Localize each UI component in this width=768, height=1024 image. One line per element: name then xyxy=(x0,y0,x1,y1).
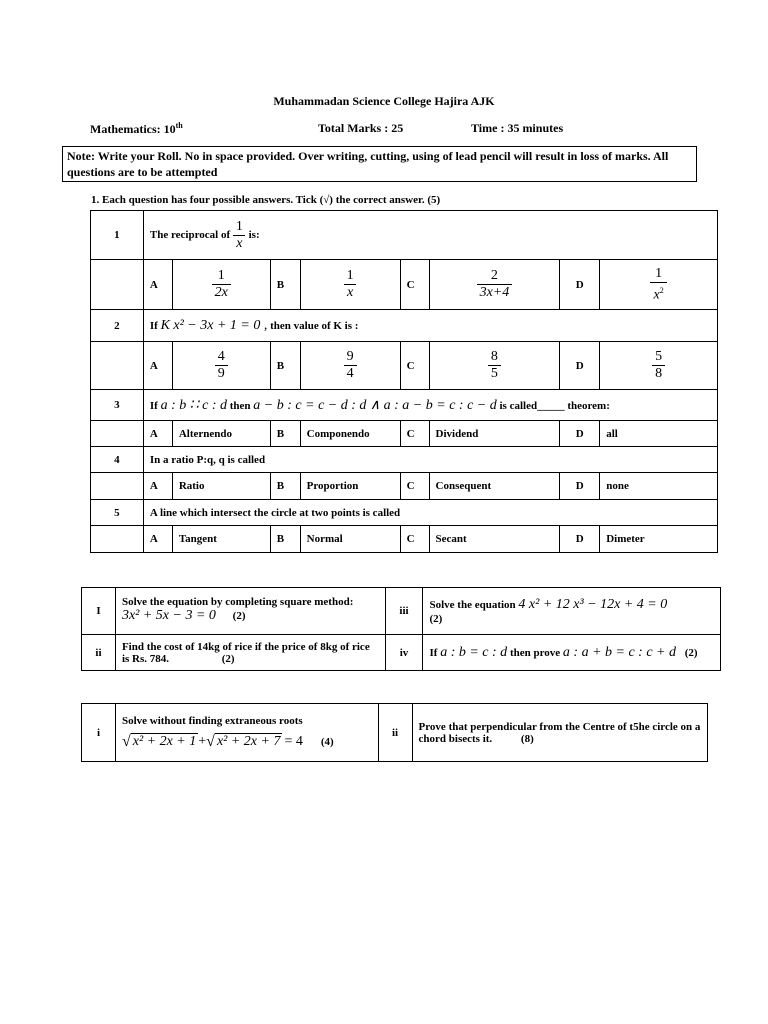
option-letter: A xyxy=(143,421,172,447)
question-number: 5 xyxy=(91,500,144,526)
long-question-i xyxy=(115,704,378,762)
question-marks: (2) xyxy=(429,613,443,625)
fraction-denominator: x xyxy=(653,287,660,303)
radical-2: √ x² + 2x + 7 xyxy=(206,732,281,750)
question-equation: 4 x² + 12 x³ − 12x + 4 = 0 xyxy=(518,597,668,612)
option-b[interactable] xyxy=(300,342,400,390)
mcq-options-row xyxy=(91,260,718,310)
question-prefix: If xyxy=(149,319,158,332)
fraction-numerator: 9 xyxy=(346,349,354,364)
question-mid: then xyxy=(229,399,251,412)
question-equation: a : a + b = c : c + d xyxy=(562,644,676,660)
short-question-iv xyxy=(423,635,721,671)
mcq-options-row xyxy=(91,421,718,447)
option-letter: B xyxy=(270,473,300,500)
fraction-numerator: 8 xyxy=(490,349,498,364)
option-b[interactable] xyxy=(300,260,400,310)
mcq-question-row xyxy=(91,390,718,421)
option-d[interactable] xyxy=(600,260,718,310)
option-d[interactable]: none xyxy=(600,473,718,500)
question-text: In a ratio P:q, q is called xyxy=(143,447,717,473)
option-letter: A xyxy=(143,526,172,553)
fraction-numerator: 1 xyxy=(346,268,354,283)
question-number: iii xyxy=(385,588,423,635)
fraction-numerator: 1 xyxy=(235,218,243,234)
plus-sign: + xyxy=(198,733,207,749)
question-marks: (8) xyxy=(520,732,534,745)
question-number: I xyxy=(82,588,116,635)
question-prefix: If xyxy=(429,646,438,659)
mcq-question-row xyxy=(91,310,718,342)
mcq-options-row xyxy=(91,342,718,390)
fraction-denominator: 2x xyxy=(214,285,228,300)
option-letter: D xyxy=(560,342,600,390)
question-number: i xyxy=(82,704,116,762)
short-question-ii xyxy=(115,635,385,671)
option-d[interactable]: all xyxy=(600,421,718,447)
option-letter: C xyxy=(400,260,429,310)
question-text: Prove that perpendicular from the Centre of t5he circle on a chord bisects it. xyxy=(418,720,701,745)
option-b[interactable]: Componendo xyxy=(300,421,400,447)
question-text: A line which intersect the circle at two points is called xyxy=(143,500,717,526)
question-number: ii xyxy=(378,704,412,762)
fraction-numerator: 4 xyxy=(217,349,225,364)
question-number: iv xyxy=(385,635,423,671)
question-marks: (2) xyxy=(684,646,698,659)
option-c[interactable]: Dividend xyxy=(429,421,560,447)
option-d[interactable]: Dimeter xyxy=(600,526,718,553)
question-marks: (2) xyxy=(232,610,246,622)
option-a[interactable]: Alternendo xyxy=(172,421,270,447)
blank-cell xyxy=(91,421,144,447)
radicand: x² + 2x + 7 xyxy=(216,733,281,749)
question-number: 1 xyxy=(91,211,144,260)
mcq-question-row xyxy=(91,211,718,260)
question-equation: K x² − 3x + 1 = 0 , xyxy=(160,317,268,333)
subject-label xyxy=(90,121,183,137)
question-suffix: is: xyxy=(248,228,260,241)
option-a[interactable] xyxy=(172,260,270,310)
short-question-row xyxy=(82,588,721,635)
mcq-question-row xyxy=(91,500,718,526)
equals-value: = 4 xyxy=(284,733,303,749)
question-suffix: then value of K is : xyxy=(270,319,359,332)
mcq-question-row xyxy=(91,447,718,473)
question-text xyxy=(143,390,717,421)
blank-cell xyxy=(91,260,144,310)
fraction-numerator: 2 xyxy=(490,268,498,283)
blank-cell xyxy=(91,473,144,500)
fraction-denominator: 5 xyxy=(488,365,501,382)
blank-cell xyxy=(91,526,144,553)
fraction-denominator: x xyxy=(236,235,243,251)
radical-1: √ x² + 2x + 1 xyxy=(121,732,197,750)
option-letter: C xyxy=(400,421,429,447)
fraction-denominator: 4 xyxy=(344,365,357,382)
long-questions-table xyxy=(81,703,708,762)
short-question-i xyxy=(115,588,385,635)
option-letter: B xyxy=(270,342,300,390)
option-a[interactable]: Tangent xyxy=(172,526,270,553)
short-question-row xyxy=(82,635,721,671)
question-text xyxy=(143,310,717,342)
fraction-exponent: 2 xyxy=(659,285,664,295)
question-number: 2 xyxy=(91,310,144,342)
option-c[interactable]: Consequent xyxy=(429,473,560,500)
question-text: Find the cost of 14kg of rice if the price of 8kg of rice is Rs. 784. xyxy=(121,640,370,665)
fraction-numerator: 1 xyxy=(217,268,225,283)
option-c[interactable]: Secant xyxy=(429,526,560,553)
option-letter: D xyxy=(560,421,600,447)
subject-text: Mathematics: 10 xyxy=(90,122,176,136)
option-b[interactable]: Proportion xyxy=(300,473,400,500)
question-number: ii xyxy=(82,635,116,671)
question-equation: a : b = c : d xyxy=(440,644,508,660)
option-letter: A xyxy=(143,342,172,390)
radicand: x² + 2x + 1 xyxy=(132,733,197,749)
question-prefix: If xyxy=(149,399,158,412)
option-letter: B xyxy=(270,526,300,553)
option-letter: D xyxy=(560,473,600,500)
long-question-ii xyxy=(412,704,707,762)
option-letter: C xyxy=(400,473,429,500)
long-question-row xyxy=(82,704,708,762)
section1-instruction: 1. Each question has four possible answers. Tick (√) the correct answer. (5) xyxy=(91,194,441,206)
option-c[interactable] xyxy=(429,342,560,390)
subject-sup: th xyxy=(175,121,183,130)
option-letter: A xyxy=(143,260,172,310)
option-letter: B xyxy=(270,260,300,310)
question-equation: a : b ∷ c : d xyxy=(160,397,228,413)
option-letter: D xyxy=(560,526,600,553)
school-title: Muhammadan Science College Hajira AJK xyxy=(273,94,495,108)
option-letter: A xyxy=(143,473,172,500)
question-text xyxy=(143,211,717,260)
option-letter: C xyxy=(400,526,429,553)
question-text: Solve the equation xyxy=(429,599,516,611)
question-number: 4 xyxy=(91,447,144,473)
question-number: 3 xyxy=(91,390,144,421)
note-box: Note: Write your Roll. No in space provided. Over writing, cutting, using of lead pencil will result in loss of marks. All questions are to be attempted xyxy=(62,146,697,182)
fraction-denominator: x xyxy=(347,285,354,300)
question-fraction xyxy=(233,219,246,252)
option-a[interactable]: Ratio xyxy=(172,473,270,500)
option-a[interactable] xyxy=(172,342,270,390)
fraction-numerator: 5 xyxy=(655,349,663,364)
blank-cell xyxy=(91,342,144,390)
short-questions-table xyxy=(81,587,721,671)
option-c[interactable] xyxy=(429,260,560,310)
option-letter: B xyxy=(270,421,300,447)
question-marks: (2) xyxy=(221,652,235,665)
option-d[interactable] xyxy=(600,342,718,390)
mcq-table xyxy=(90,210,718,553)
fraction-denominator: 3x+4 xyxy=(479,285,510,300)
question-mid: then prove xyxy=(509,646,561,659)
question-marks: (4) xyxy=(320,735,334,748)
question-equation: a − b : c = c − d : d ∧ a : a − b = c : c − d xyxy=(253,397,497,413)
question-text: Solve the equation by completing square method: xyxy=(121,596,354,608)
option-letter: C xyxy=(400,342,429,390)
fraction-numerator: 1 xyxy=(655,265,663,281)
option-b[interactable]: Normal xyxy=(300,526,400,553)
time-allowed: Time : 35 minutes xyxy=(471,121,564,135)
question-equation: 3x² + 5x − 3 = 0 xyxy=(121,608,216,623)
fraction-denominator: 9 xyxy=(215,365,228,382)
mcq-options-row xyxy=(91,526,718,553)
fraction-denominator: 8 xyxy=(652,365,665,382)
question-text: Solve without finding extraneous roots xyxy=(121,714,303,727)
option-letter: D xyxy=(560,260,600,310)
total-marks: Total Marks : 25 xyxy=(318,121,404,135)
question-suffix: is called_____ theorem: xyxy=(499,399,610,412)
mcq-options-row xyxy=(91,473,718,500)
short-question-iii xyxy=(423,588,721,635)
question-prefix: The reciprocal of xyxy=(149,228,231,241)
